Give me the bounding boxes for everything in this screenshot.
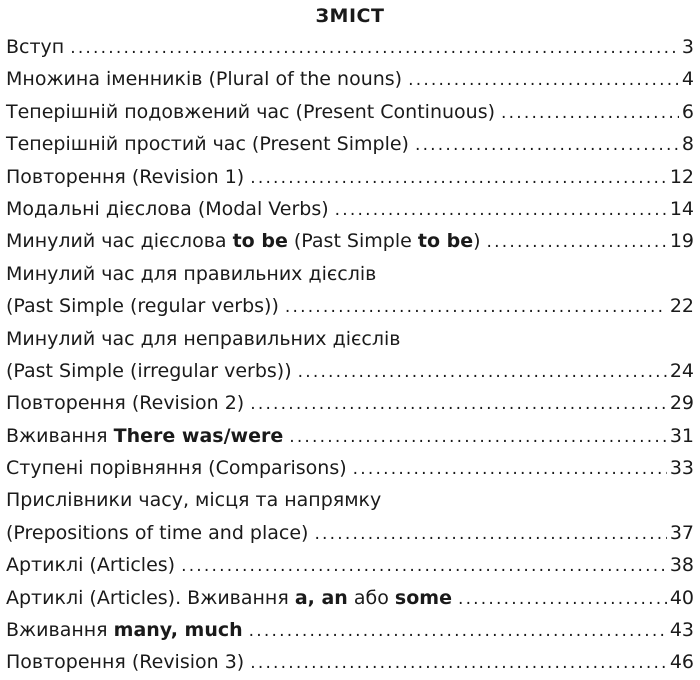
toc-entry-page-number: 4 — [681, 68, 694, 91]
toc-entry-title-part: Минулий час дієслова — [6, 230, 233, 253]
toc-entry-leader-dots — [335, 194, 667, 226]
toc-entry-title — [6, 258, 376, 290]
toc-entry-page-number: 29 — [669, 392, 694, 415]
toc-entry-page-number: 6 — [681, 100, 694, 123]
toc-entry-leader-dots — [70, 32, 679, 64]
toc-entry-title-part: Вживання — [6, 424, 114, 447]
toc-entry-title-part: Вживання — [6, 619, 114, 642]
toc-entry-leader-dots — [353, 453, 667, 485]
toc-entry-leader-dots — [250, 647, 667, 679]
toc-entry — [6, 63, 694, 95]
toc-entry — [6, 355, 694, 387]
toc-entry — [6, 225, 694, 257]
toc-entry-title — [6, 517, 308, 549]
toc-entry-title-part: Повторення (Revision 2) — [6, 392, 245, 415]
toc-entry-title-part: Теперішній простий час (Present Simple) — [6, 133, 409, 156]
toc-entry-title — [6, 323, 400, 355]
toc-entry-page-number: 37 — [669, 521, 694, 544]
toc-entry-title — [6, 484, 381, 516]
toc-entry-title-part: Артиклі (Articles) — [6, 554, 176, 577]
toc-entry-title-bold-part: to be — [417, 230, 474, 253]
toc-entry-title-part: Теперішній подовжений час (Present Continuous) — [6, 100, 496, 123]
toc-entry-title — [6, 225, 481, 257]
toc-entry-title — [6, 290, 279, 322]
toc-entry-title-bold-part: many, much — [113, 619, 243, 642]
toc-entry-title — [6, 128, 409, 160]
toc-entry — [6, 31, 694, 63]
toc-entry — [6, 193, 694, 225]
toc-entry-leader-dots — [285, 291, 667, 323]
toc-entry-page-number: 43 — [669, 619, 694, 642]
toc-entry-page-number: 33 — [669, 457, 694, 480]
toc-entry-title — [6, 63, 402, 95]
toc-entry-title-part: Повторення (Revision 3) — [6, 651, 245, 674]
toc-entry — [6, 420, 694, 452]
toc-entry-page-number: 8 — [681, 133, 694, 156]
toc-entry-leader-dots — [181, 550, 667, 582]
toc-entry — [6, 452, 694, 484]
toc-entry-title — [6, 31, 64, 63]
toc-entry — [6, 128, 694, 160]
toc-entry-title — [6, 614, 243, 646]
toc-entry-title — [6, 582, 452, 614]
toc-entry-page-number: 3 — [681, 36, 694, 58]
toc-entry-leader-dots — [487, 226, 667, 258]
toc-entry-leader-dots — [249, 615, 667, 647]
toc-entry-leader-dots — [250, 388, 667, 420]
toc-entry-title — [6, 193, 329, 225]
toc-entry — [6, 549, 694, 581]
toc-entry-title-part: (Prepositions of time and place) — [6, 521, 309, 544]
toc-entry-page-number: 14 — [669, 197, 694, 220]
toc-entry-title-part: Прислівники часу, місця та напрямку — [6, 489, 382, 512]
toc-entry — [6, 258, 694, 290]
toc-entry — [6, 323, 694, 355]
toc-entry-page-number: 24 — [669, 359, 694, 382]
toc-entry — [6, 290, 694, 322]
toc-entry-title-part: Модальні дієслова (Modal Verbs) — [6, 197, 329, 220]
toc-entry-title-part: Артиклі (Articles). Вживання — [6, 586, 295, 609]
toc-entry-leader-dots — [415, 129, 679, 161]
toc-entry-title — [6, 161, 244, 193]
toc-entry-leader-dots — [314, 518, 666, 550]
table-of-contents — [6, 31, 694, 679]
toc-entry-page-number: 12 — [669, 165, 694, 188]
toc-entry-title-part: Повторення (Revision 1) — [6, 165, 245, 188]
toc-entry-title-part: ) — [473, 230, 481, 253]
toc-entry-title — [6, 646, 244, 678]
toc-entry-page-number: 46 — [669, 651, 694, 674]
toc-entry-page-number: 31 — [669, 424, 694, 447]
toc-entry-title-part: Минулий час для неправильних дієслів — [6, 327, 401, 350]
toc-entry — [6, 517, 694, 549]
toc-entry-title-bold-part: a, an — [294, 586, 348, 609]
toc-entry-title — [6, 96, 495, 128]
toc-entry-page-number: 40 — [669, 586, 694, 609]
page-title: ЗМІСТ — [315, 5, 385, 27]
toc-entry-title-part: Множина іменників (Plural of the nouns) — [6, 68, 403, 91]
toc-entry — [6, 96, 694, 128]
toc-entry — [6, 484, 694, 516]
toc-entry-leader-dots — [289, 421, 667, 453]
toc-entry-title-part: Ступені порівняння (Comparisons) — [6, 457, 347, 480]
toc-entry-title-part: (Past Simple (regular verbs)) — [6, 295, 279, 318]
toc-entry — [6, 646, 694, 678]
toc-entry-title-bold-part: some — [394, 586, 452, 609]
toc-entry-leader-dots — [408, 64, 679, 96]
toc-entry-title — [6, 355, 292, 387]
toc-entry-title — [6, 549, 175, 581]
toc-entry — [6, 161, 694, 193]
toc-entry-title-part: Минулий час для правильних дієслів — [6, 262, 377, 285]
toc-entry-title-part: Вступ — [6, 36, 65, 58]
toc-entry-title — [6, 452, 347, 484]
toc-entry-title-part: або — [347, 586, 395, 609]
toc-entry-page-number: 38 — [669, 554, 694, 577]
toc-entry — [6, 387, 694, 419]
toc-entry-leader-dots — [458, 583, 667, 615]
toc-entry-leader-dots — [298, 356, 667, 388]
toc-entry-leader-dots — [250, 162, 667, 194]
toc-entry-leader-dots — [501, 97, 679, 129]
toc-entry — [6, 582, 694, 614]
toc-entry-title-bold-part: There was/were — [113, 424, 284, 447]
toc-entry-title — [6, 387, 244, 419]
toc-entry — [6, 614, 694, 646]
toc-entry-title-part: (Past Simple — [287, 230, 418, 253]
toc-entry-page-number: 19 — [669, 230, 694, 253]
toc-entry-title-part: (Past Simple (irregular verbs)) — [6, 359, 292, 382]
toc-entry-title-bold-part: to be — [232, 230, 288, 253]
toc-entry-title — [6, 420, 283, 452]
toc-entry-page-number: 22 — [669, 295, 694, 318]
